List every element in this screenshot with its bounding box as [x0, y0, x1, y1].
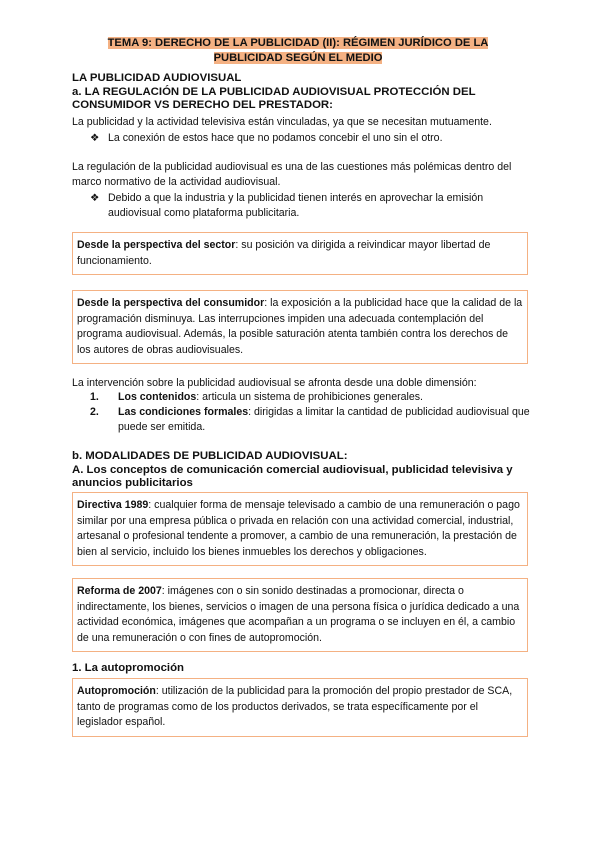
bullet-item: ❖ Debido a que la industria y la publicidad tienen interés en aprovechar la emisión audiovisual como plataforma publicitaria. [90, 192, 484, 219]
bullet-item: ❖ La conexión de estos hace que no podamos concebir el uno sin el otro. [90, 132, 443, 144]
box-term: Reforma de 2007 [77, 585, 162, 597]
paragraph-2: La regulación de la publicidad audiovisual es una de las cuestiones más polémicas dentro del marco normativo de la actividad audiovisual. [72, 161, 512, 188]
diamond-bullet-icon: ❖ [90, 132, 100, 144]
directiva-1989-box: Directiva 1989: cualquier forma de mensaje televisado a cambio de una remuneración o pago similar por una empresa pública o privada en relación con una actividad comercial, industrial, artesanal o profesional tendente a promover, a cambio de una remuneración, la prestación de bien al servicio, incluido los bienes inmuebles los derechos y obligaciones. [72, 492, 528, 566]
diamond-bullet-icon: ❖ [90, 192, 100, 204]
section-subheading: A. Los conceptos de comunicación comercial audiovisual, publicidad televisiva y anuncios publicitarios [72, 464, 513, 489]
box-term: Desde la perspectiva del sector [77, 239, 236, 251]
box-term: Autopromoción [77, 685, 156, 697]
section-heading: b. MODALIDADES DE PUBLICIDAD AUDIOVISUAL: [72, 450, 348, 462]
section-heading: LA PUBLICIDAD AUDIOVISUAL [72, 72, 242, 84]
page-title: TEMA 9: DERECHO DE LA PUBLICIDAD (II): RÉGIMEN JURÍDICO DE LA PUBLICIDAD SEGÚN EL MEDIO [107, 37, 489, 64]
list-item: 1. Los contenidos: articula un sistema de prohibiciones generales. [90, 391, 423, 403]
section-subheading: a. LA REGULACIÓN DE LA PUBLICIDAD AUDIOVISUAL PROTECCIÓN DEL CONSUMIDOR VS DERECHO DEL PRESTADOR: [72, 86, 476, 111]
consumer-perspective-box: Desde la perspectiva del consumidor: la exposición a la publicidad hace que la calidad de la programación disminuya. Las interrupciones impiden una adecuada contemplación del programa audiovisual. Además, la posible saturación atenta también contra los derechos de los autores de obras audiovisuales. [72, 290, 528, 364]
subsection-heading: 1. La autopromoción [72, 662, 185, 674]
paragraph-1: La publicidad y la actividad televisiva están vinculadas, ya que se necesitan mutuamente. [72, 116, 492, 128]
box-term: Directiva 1989 [77, 499, 149, 511]
autopromocion-box: Autopromoción: utilización de la publicidad para la promoción del propio prestador de SCA, tanto de programas como de los productos derivados, se trata específicamente por el legislador español. [72, 678, 528, 737]
list-item: 2. Las condiciones formales: dirigidas a limitar la cantidad de publicidad audiovisual que puede ser emitida. [90, 406, 530, 433]
paragraph-3: La intervención sobre la publicidad audiovisual se afronta desde una doble dimensión: [72, 377, 477, 389]
box-term: Desde la perspectiva del consumidor [77, 297, 265, 309]
sector-perspective-box: Desde la perspectiva del sector: su posición va dirigida a reivindicar mayor libertad de funcionamiento. [72, 232, 528, 275]
reforma-2007-box: Reforma de 2007: imágenes con o sin sonido destinadas a promocionar, directa o indirectamente, los bienes, servicios o imagen de una persona física o jurídica dedicado a una actividad económica, imágenes que acompañan a un programa o se incluyen en él, a cambio de una remuneración o con fines de autopromoción. [72, 578, 528, 652]
